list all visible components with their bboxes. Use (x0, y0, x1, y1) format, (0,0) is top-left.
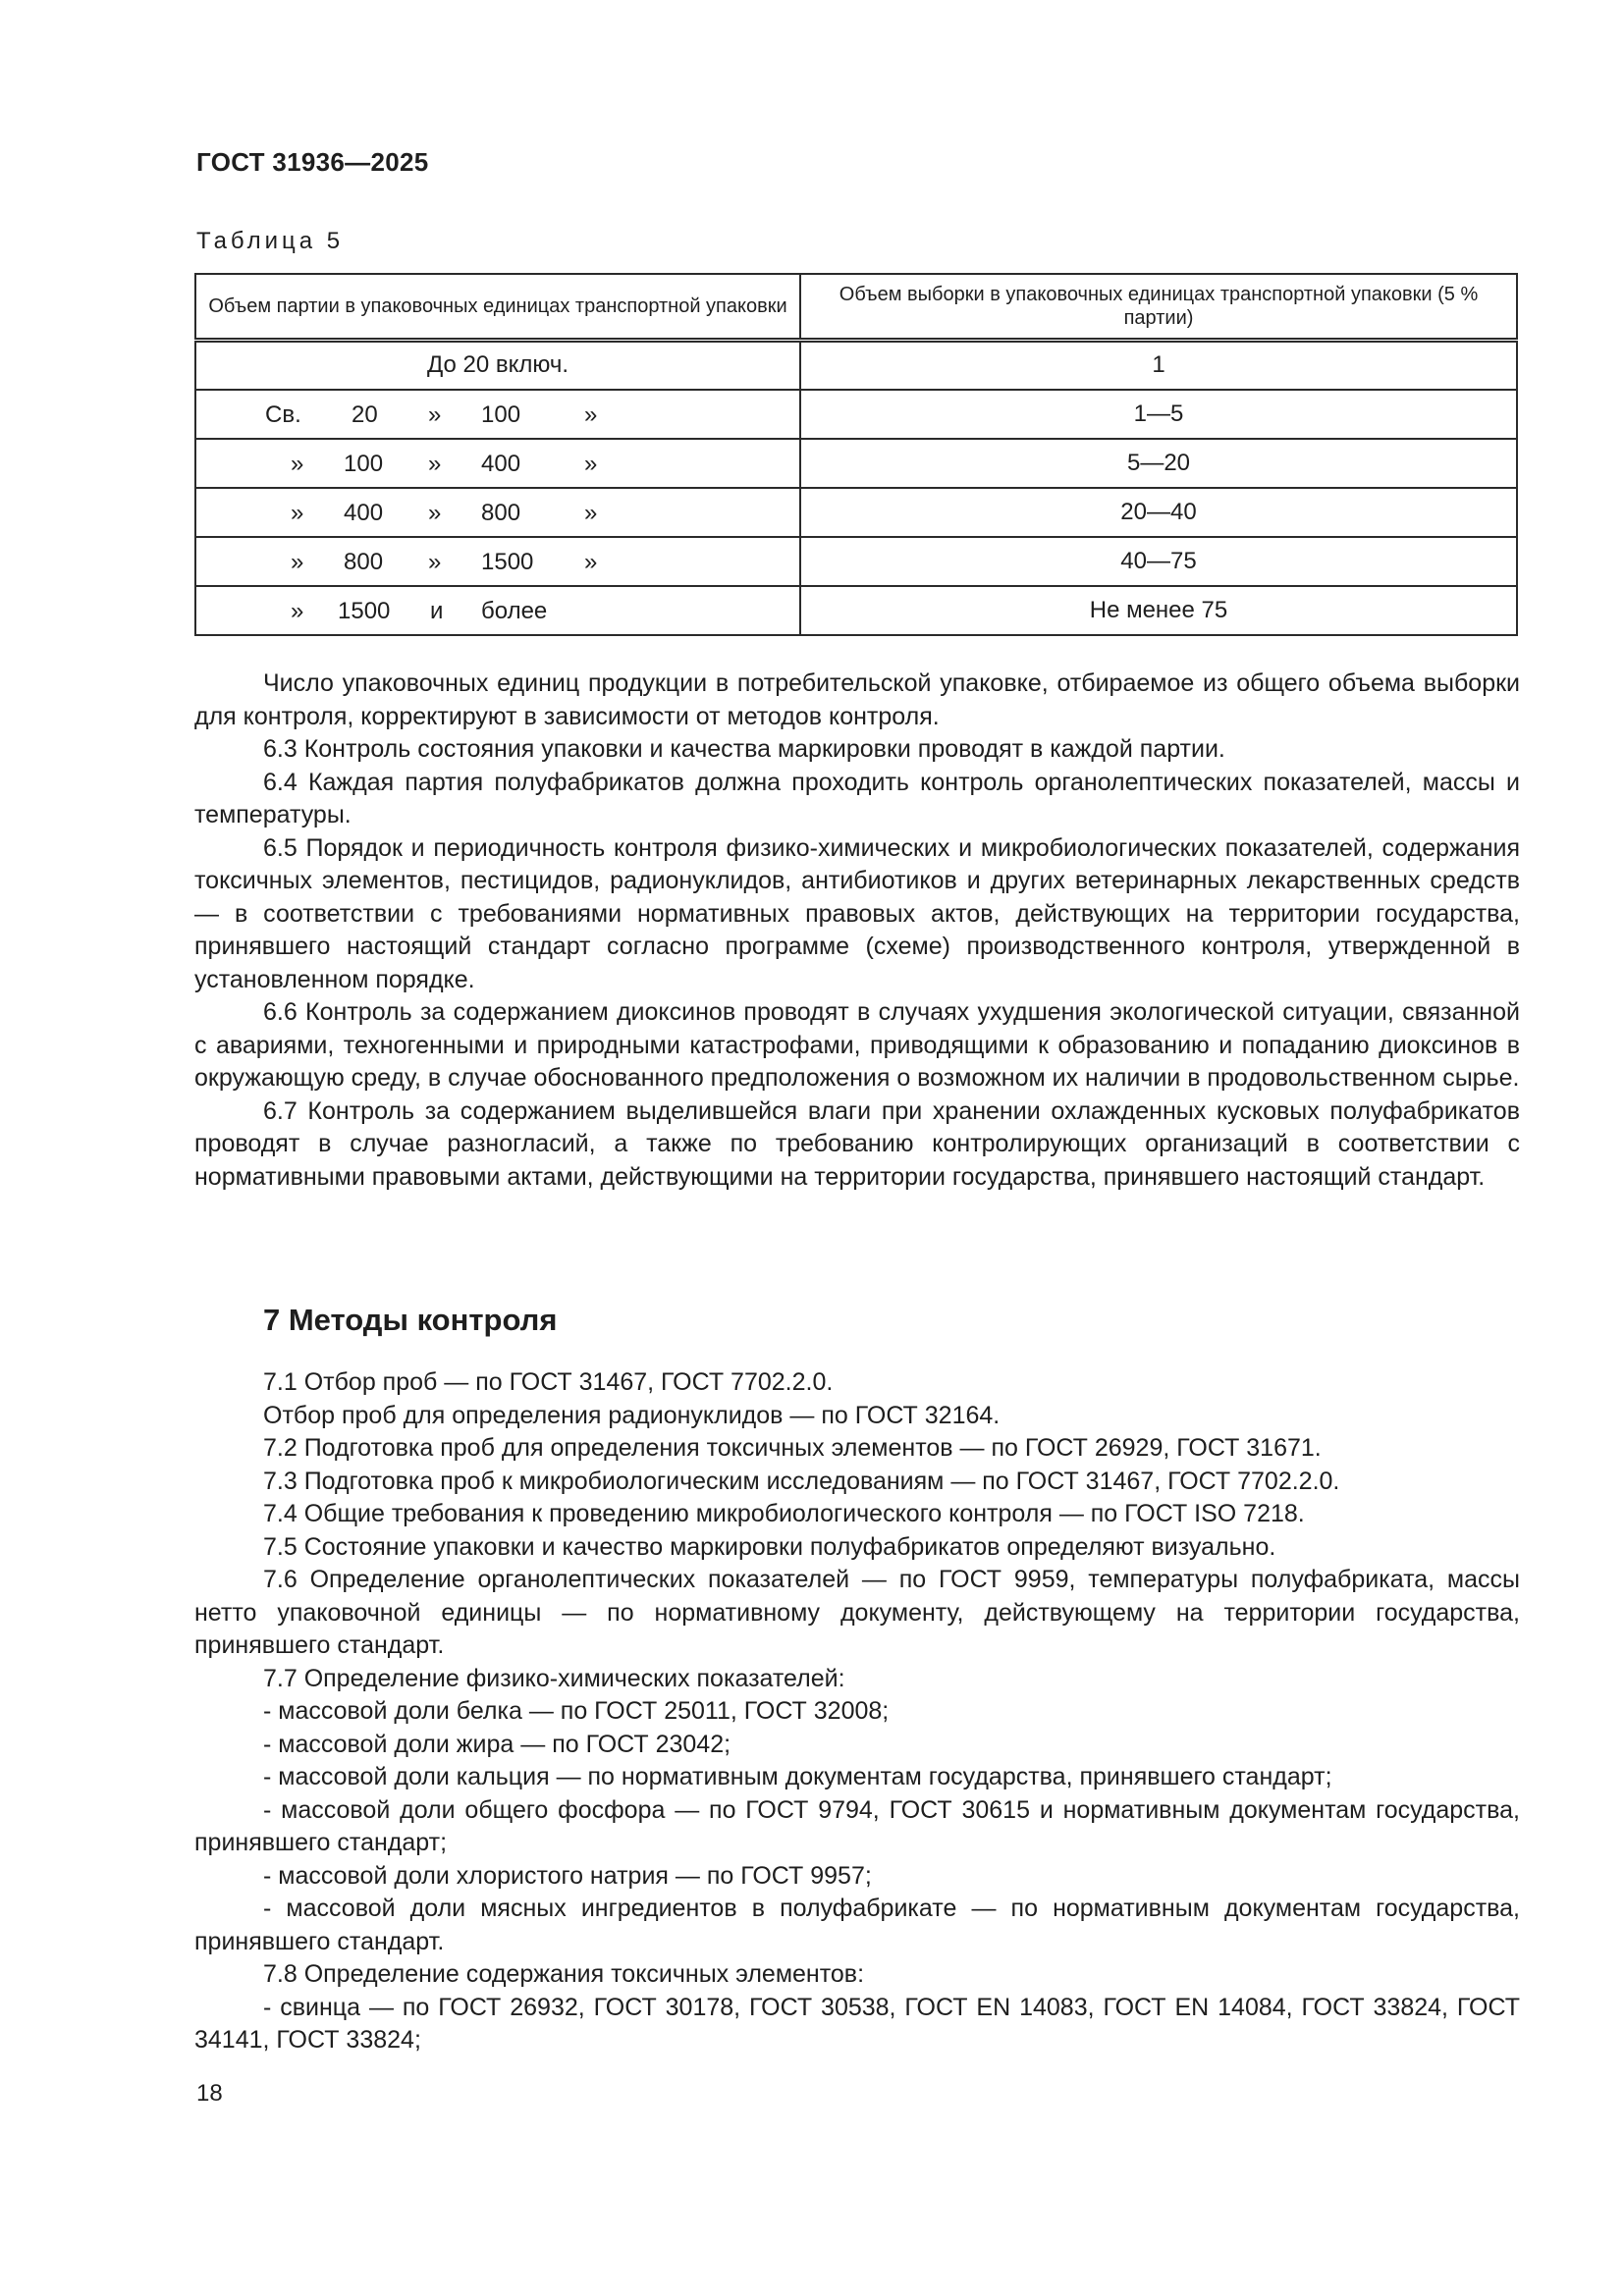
table-caption: Таблица 5 (196, 228, 345, 254)
sample-cell: 40—75 (800, 537, 1517, 586)
paragraph: 7.2 Подготовка проб для определения токсичных элементов — по ГОСТ 26929, ГОСТ 31671. (263, 1434, 1322, 1462)
paragraph: Число упаковочных единиц продукции в потребительской упаковке, отбираемое из общего объема выборки для контроля, корректируют в зависимости от методов контроля. (194, 669, 1520, 730)
list-item: - массовой доли мясных ингредиентов в полуфабрикате — по нормативным документам государства, принявшего стандарт. (194, 1895, 1520, 1955)
lot-range-cell: » 800 » 1500 » (195, 537, 800, 586)
table-row (195, 488, 1517, 537)
table-header-lot-volume: Объем партии в упаковочных единицах транспортной упаковки (195, 274, 800, 341)
list-item: - массовой доли хлористого натрия — по ГОСТ 9957; (263, 1861, 872, 1890)
paragraph: 7.3 Подготовка проб к микробиологическим исследованиям — по ГОСТ 31467, ГОСТ 7702.2.0. (263, 1467, 1340, 1495)
paragraph: 7.4 Общие требования к проведению микробиологического контроля — по ГОСТ ISO 7218. (263, 1500, 1305, 1527)
paragraph: 7.5 Состояние упаковки и качество маркировки полуфабрикатов определяют визуально. (263, 1532, 1276, 1561)
lot-range-cell: » 100 » 400 » (195, 439, 800, 488)
list-item: - массовой доли белка — по ГОСТ 25011, ГОСТ 32008; (263, 1697, 890, 1725)
paragraph: 6.7 Контроль за содержанием выделившейся влаги при хранении охлажденных кусковых полуфабрикатов проводят в случае разногласий, а также по требованию контролирующих организаций в соответствии с нормативными правовыми актами, действующими на территории государства, принявшего настоящий стандарт. (194, 1096, 1520, 1191)
paragraph: 6.4 Каждая партия полуфабрикатов должна проходить контроль органолептических показателей, массы и температуры. (194, 768, 1520, 828)
paragraph: 7.1 Отбор проб — по ГОСТ 31467, ГОСТ 7702.2.0. (263, 1368, 834, 1396)
paragraph: Отбор проб для определения радионуклидов — по ГОСТ 32164. (263, 1401, 1001, 1429)
paragraph: 6.6 Контроль за содержанием диоксинов проводят в случаях ухудшения экологической ситуации, связанной с авариями, техногенными и природными катастрофами, приводящими к образованию и попаданию диоксинов в окружающую среду, в случае обоснованного предположения о возможном их наличии в продовольственном сырье. (194, 998, 1520, 1092)
sample-cell: 1—5 (800, 390, 1517, 439)
sample-cell: Не менее 75 (800, 586, 1517, 635)
lot-range-cell: Св. 20 » 100 » (195, 390, 800, 439)
sampling-table (194, 273, 1518, 636)
section-7-body (194, 1366, 1520, 2057)
table-row (195, 537, 1517, 586)
table-row (195, 439, 1517, 488)
lot-range-cell: » 400 » 800 » (195, 488, 800, 537)
table-header-sample-volume: Объем выборки в упаковочных единицах транспортной упаковки (5 % партии) (800, 274, 1517, 341)
section-6-body (194, 667, 1520, 1194)
sample-cell: 1 (800, 341, 1517, 390)
paragraph: 7.8 Определение содержания токсичных элементов: (263, 1960, 865, 1988)
paragraph: 7.6 Определение органолептических показателей — по ГОСТ 9959, температуры полуфабриката, массы нетто упаковочной единицы — по нормативному документу, действующему на территории государства, принявшего стандарт. (194, 1566, 1520, 1659)
table-row (195, 341, 1517, 390)
list-item: - массовой доли кальция — по нормативным документам государства, принявшего стандарт; (263, 1763, 1332, 1790)
section-title: 7 Методы контроля (263, 1303, 558, 1337)
page-number: 18 (196, 2080, 223, 2107)
paragraph: 6.3 Контроль состояния упаковки и качества маркировки проводят в каждой партии. (263, 735, 1225, 763)
list-item: - массовой доли общего фосфора — по ГОСТ 9794, ГОСТ 30615 и нормативным документам государства, принявшего стандарт; (194, 1795, 1520, 1856)
paragraph: 7.7 Определение физико-химических показателей: (263, 1664, 845, 1692)
table-row (195, 586, 1517, 635)
table-row (195, 390, 1517, 439)
lot-range-cell: До 20 включ. (195, 341, 800, 390)
sample-cell: 20—40 (800, 488, 1517, 537)
paragraph: 6.5 Порядок и периодичность контроля физико-химических и микробиологических показателей, содержания токсичных элементов, пестицидов, радионуклидов, антибиотиков и других ветеринарных лекарственных средств — в соответствии с требованиями нормативных правовых актов, действующих на территории государства, принявшего настоящий стандарт согласно программе (схеме) производственного контроля, утвержденной в установленном порядке. (194, 833, 1520, 993)
list-item: - массовой доли жира — по ГОСТ 23042; (263, 1730, 731, 1758)
document-header: ГОСТ 31936—2025 (196, 147, 429, 177)
lot-range-cell: » 1500 и более (195, 586, 800, 635)
sample-cell: 5—20 (800, 439, 1517, 488)
list-item: - свинца — по ГОСТ 26932, ГОСТ 30178, ГОСТ 30538, ГОСТ EN 14083, ГОСТ EN 14084, ГОСТ 33824, ГОСТ 34141, ГОСТ 33824; (194, 1993, 1520, 2054)
